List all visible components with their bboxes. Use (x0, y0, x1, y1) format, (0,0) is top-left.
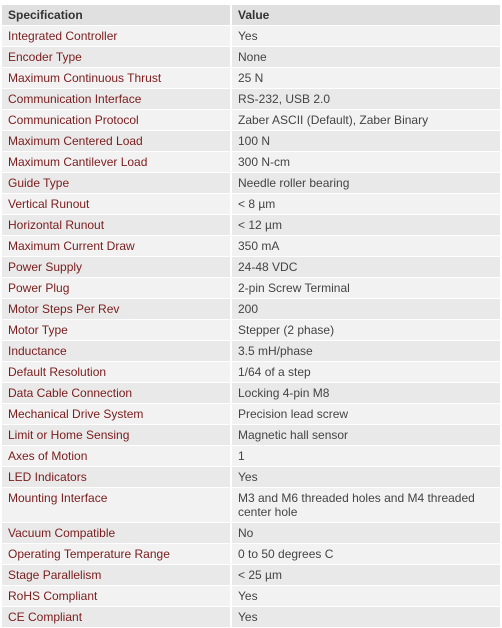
table-row (2, 278, 500, 299)
spec-value: 24-48 VDC (231, 257, 500, 278)
table-body (2, 26, 500, 628)
spec-label: Communication Interface (2, 89, 231, 110)
table-row (2, 607, 500, 628)
spec-value: 100 N (231, 131, 500, 152)
spec-label: Mounting Interface (2, 488, 231, 523)
spec-label: Stage Parallelism (2, 565, 231, 586)
table-row (2, 544, 500, 565)
spec-value: Locking 4-pin M8 (231, 383, 500, 404)
table-row (2, 89, 500, 110)
spec-value: 1/64 of a step (231, 362, 500, 383)
table-row (2, 47, 500, 68)
spec-label: Encoder Type (2, 47, 231, 68)
table-row (2, 383, 500, 404)
table-row (2, 488, 500, 523)
spec-label: Axes of Motion (2, 446, 231, 467)
spec-value: Yes (231, 607, 500, 628)
spec-label: Maximum Cantilever Load (2, 152, 231, 173)
spec-value: Needle roller bearing (231, 173, 500, 194)
column-header-specification: Specification (2, 5, 231, 26)
spec-label: Maximum Centered Load (2, 131, 231, 152)
table-row (2, 257, 500, 278)
spec-value: 1 (231, 446, 500, 467)
table-header-row (2, 5, 500, 26)
spec-value: M3 and M6 threaded holes and M4 threaded center hole (231, 488, 500, 523)
spec-label: Data Cable Connection (2, 383, 231, 404)
spec-label: Maximum Current Draw (2, 236, 231, 257)
spec-label: CE Compliant (2, 607, 231, 628)
table-row (2, 299, 500, 320)
spec-label: Motor Type (2, 320, 231, 341)
specifications-table (2, 5, 500, 628)
spec-value: Stepper (2 phase) (231, 320, 500, 341)
spec-label: Inductance (2, 341, 231, 362)
spec-label: Operating Temperature Range (2, 544, 231, 565)
spec-value: No (231, 523, 500, 544)
spec-value: RS-232, USB 2.0 (231, 89, 500, 110)
table-row (2, 236, 500, 257)
column-header-value: Value (231, 5, 500, 26)
spec-label: Mechanical Drive System (2, 404, 231, 425)
table-row (2, 404, 500, 425)
table-row (2, 341, 500, 362)
spec-value: 350 mA (231, 236, 500, 257)
table-row (2, 320, 500, 341)
spec-label: LED Indicators (2, 467, 231, 488)
table-row (2, 425, 500, 446)
spec-value: Magnetic hall sensor (231, 425, 500, 446)
table-row (2, 152, 500, 173)
table-row (2, 586, 500, 607)
spec-label: Motor Steps Per Rev (2, 299, 231, 320)
spec-label: Integrated Controller (2, 26, 231, 47)
spec-value: 25 N (231, 68, 500, 89)
spec-label: Maximum Continuous Thrust (2, 68, 231, 89)
spec-value: Yes (231, 26, 500, 47)
spec-label: RoHS Compliant (2, 586, 231, 607)
table-row (2, 194, 500, 215)
spec-label: Power Plug (2, 278, 231, 299)
table-row (2, 68, 500, 89)
spec-value: 2-pin Screw Terminal (231, 278, 500, 299)
spec-value: < 25 µm (231, 565, 500, 586)
spec-label: Vertical Runout (2, 194, 231, 215)
spec-value: Yes (231, 467, 500, 488)
spec-label: Default Resolution (2, 362, 231, 383)
spec-value: Yes (231, 586, 500, 607)
spec-value: < 8 µm (231, 194, 500, 215)
spec-value: 200 (231, 299, 500, 320)
table-row (2, 110, 500, 131)
table-row (2, 362, 500, 383)
table-row (2, 215, 500, 236)
spec-value: Precision lead screw (231, 404, 500, 425)
spec-value: < 12 µm (231, 215, 500, 236)
table-row (2, 565, 500, 586)
spec-label: Vacuum Compatible (2, 523, 231, 544)
spec-value: 3.5 mH/phase (231, 341, 500, 362)
spec-label: Guide Type (2, 173, 231, 194)
spec-value: 300 N-cm (231, 152, 500, 173)
spec-label: Communication Protocol (2, 110, 231, 131)
spec-value: Zaber ASCII (Default), Zaber Binary (231, 110, 500, 131)
spec-label: Limit or Home Sensing (2, 425, 231, 446)
spec-label: Power Supply (2, 257, 231, 278)
table-row (2, 26, 500, 47)
table-row (2, 523, 500, 544)
spec-label: Horizontal Runout (2, 215, 231, 236)
table-row (2, 173, 500, 194)
spec-value: None (231, 47, 500, 68)
table-row (2, 446, 500, 467)
spec-value: 0 to 50 degrees C (231, 544, 500, 565)
table-row (2, 467, 500, 488)
table-row (2, 131, 500, 152)
